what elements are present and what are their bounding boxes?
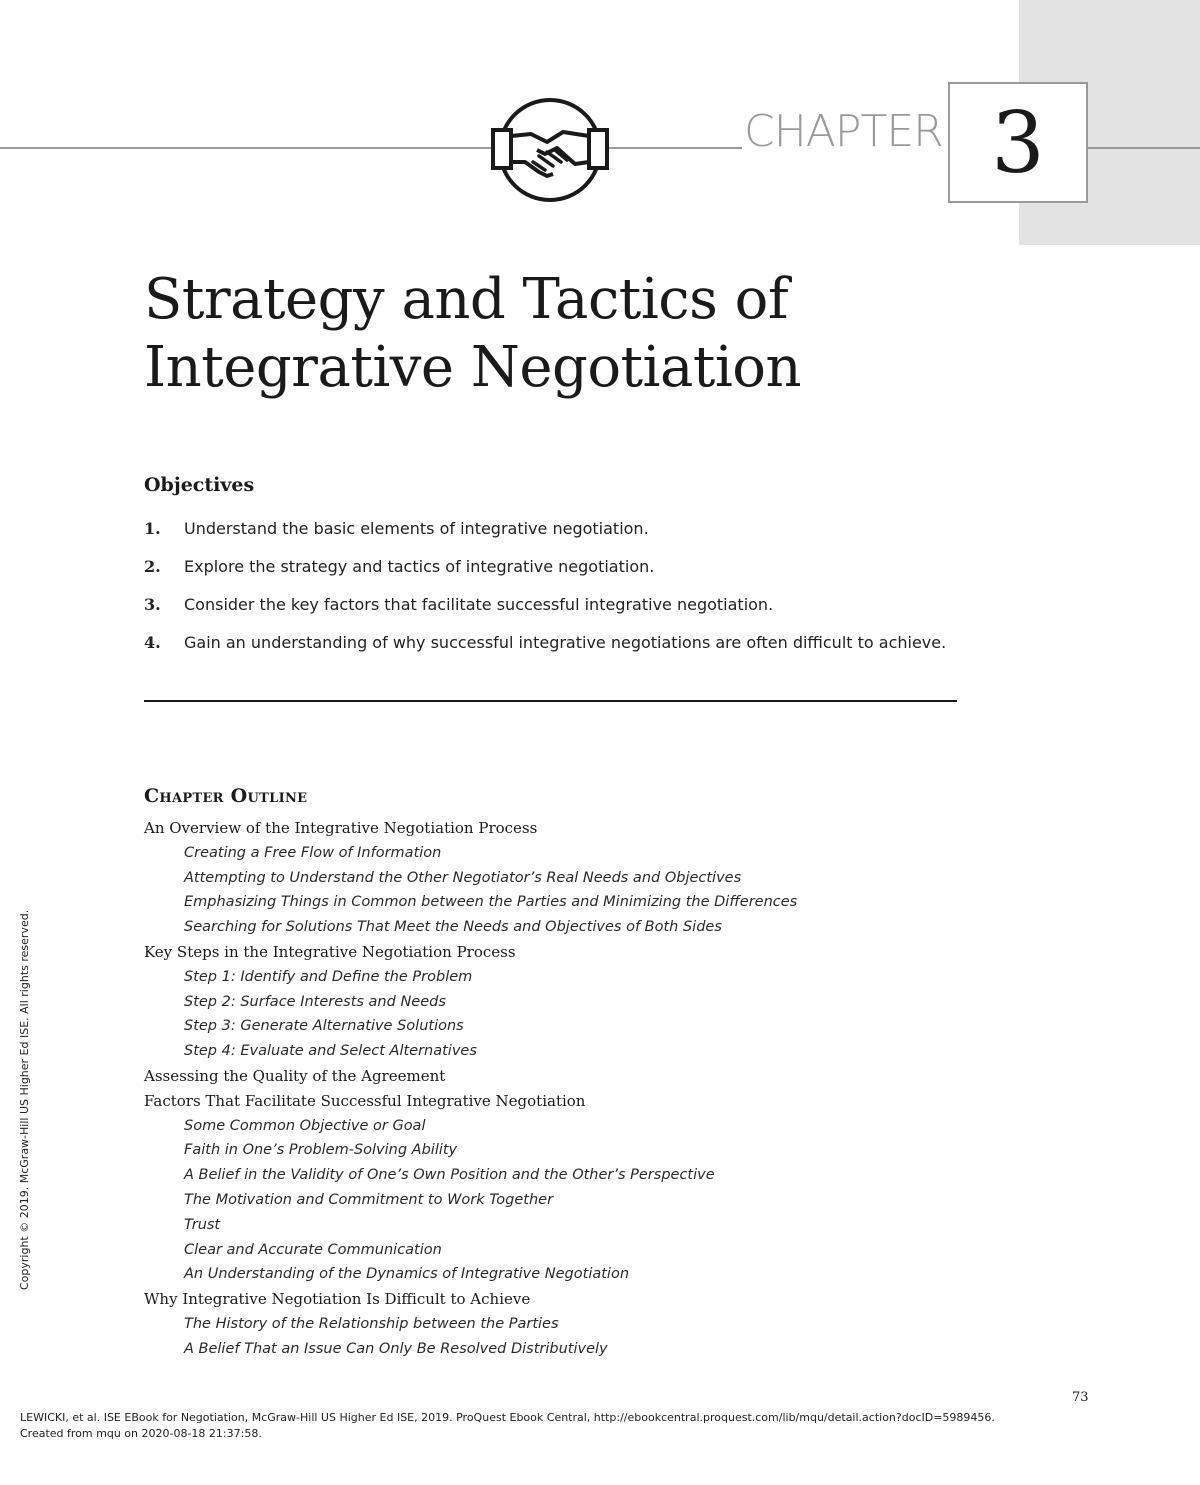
outline-subsection: The History of the Relationship between the Parties bbox=[184, 1315, 559, 1332]
copyright-side-note: Copyright © 2019. McGraw-Hill US Higher Ed ISE. All rights reserved. bbox=[18, 909, 31, 1290]
page-title bbox=[144, 266, 801, 402]
citation-footer bbox=[20, 1410, 1180, 1442]
outline-subsection: Some Common Objective or Goal bbox=[184, 1117, 426, 1134]
objective-number: 3. bbox=[144, 595, 161, 614]
outline-subsection: Emphasizing Things in Common between the Parties and Minimizing the Differences bbox=[184, 894, 798, 911]
outline-section: Why Integrative Negotiation Is Difficult to Achieve bbox=[144, 1290, 531, 1309]
outline-subsection: Attempting to Understand the Other Negotiator’s Real Needs and Objectives bbox=[184, 869, 742, 886]
outline-subsection: A Belief in the Validity of One’s Own Position and the Other’s Perspective bbox=[184, 1167, 715, 1184]
objective-item bbox=[144, 552, 964, 581]
objectives-list bbox=[144, 514, 964, 666]
outline-subsection: Step 1: Identify and Define the Problem bbox=[184, 968, 473, 985]
handshake-icon bbox=[487, 96, 613, 204]
objectives-heading: Objectives bbox=[144, 474, 255, 496]
outline-subsection: An Understanding of the Dynamics of Integrative Negotiation bbox=[184, 1266, 630, 1283]
outline-section: Factors That Facilitate Successful Integrative Negotiation bbox=[144, 1091, 586, 1110]
outline-subsection: Step 3: Generate Alternative Solutions bbox=[184, 1018, 464, 1035]
objective-text: Understand the basic elements of integrative negotiation. bbox=[184, 519, 649, 538]
page-title-line-2: Integrative Negotiation bbox=[144, 335, 802, 400]
objective-text: Consider the key factors that facilitate successful integrative negotiation. bbox=[184, 595, 774, 614]
outline-section: An Overview of the Integrative Negotiation Process bbox=[144, 819, 538, 837]
outline-subsection: Step 4: Evaluate and Select Alternatives bbox=[184, 1043, 477, 1060]
objective-number: 1. bbox=[144, 519, 161, 538]
citation-line: LEWICKI, et al. ISE EBook for Negotiation, McGraw-Hill US Higher Ed ISE, 2019. ProQuest Ebook Central, http://ebookcentral.proquest.com/lib/mqu/detail.action?docID=5989456. bbox=[20, 1411, 995, 1424]
outline-subsection: Step 2: Surface Interests and Needs bbox=[184, 993, 446, 1010]
objective-item bbox=[144, 628, 964, 657]
chapter-number-box bbox=[948, 82, 1088, 203]
outline-subsection: The Motivation and Commitment to Work Together bbox=[184, 1191, 554, 1208]
outline-subsection: Creating a Free Flow of Information bbox=[184, 844, 442, 861]
outline-section: Assessing the Quality of the Agreement bbox=[144, 1066, 446, 1085]
outline-section: Key Steps in the Integrative Negotiation Process bbox=[144, 942, 516, 961]
chapter-label: CHAPTER bbox=[742, 104, 951, 160]
objective-text: Explore the strategy and tactics of integrative negotiation. bbox=[184, 557, 655, 576]
outline-subsection: Clear and Accurate Communication bbox=[184, 1241, 442, 1258]
chapter-outline bbox=[144, 816, 1024, 1362]
outline-subsection: Faith in One’s Problem-Solving Ability bbox=[184, 1142, 458, 1159]
created-line: Created from mqu on 2020-08-18 21:37:58. bbox=[20, 1427, 262, 1440]
objective-item bbox=[144, 514, 964, 543]
outline-subsection: A Belief That an Issue Can Only Be Resolved Distributively bbox=[184, 1340, 608, 1357]
page-title-line-1: Strategy and Tactics of bbox=[144, 267, 789, 332]
objective-item bbox=[144, 590, 964, 619]
objective-number: 4. bbox=[144, 633, 161, 652]
objective-text: Gain an understanding of why successful integrative negotiations are often difficult to achieve. bbox=[184, 633, 947, 652]
objective-number: 2. bbox=[144, 557, 161, 576]
outline-subsection: Trust bbox=[184, 1216, 221, 1233]
section-divider bbox=[144, 700, 957, 702]
page-number: 73 bbox=[1072, 1390, 1089, 1405]
chapter-number: 3 bbox=[991, 93, 1045, 192]
outline-subsection: Searching for Solutions That Meet the Needs and Objectives of Both Sides bbox=[184, 919, 722, 936]
chapter-outline-heading: Chapter Outline bbox=[144, 785, 308, 807]
